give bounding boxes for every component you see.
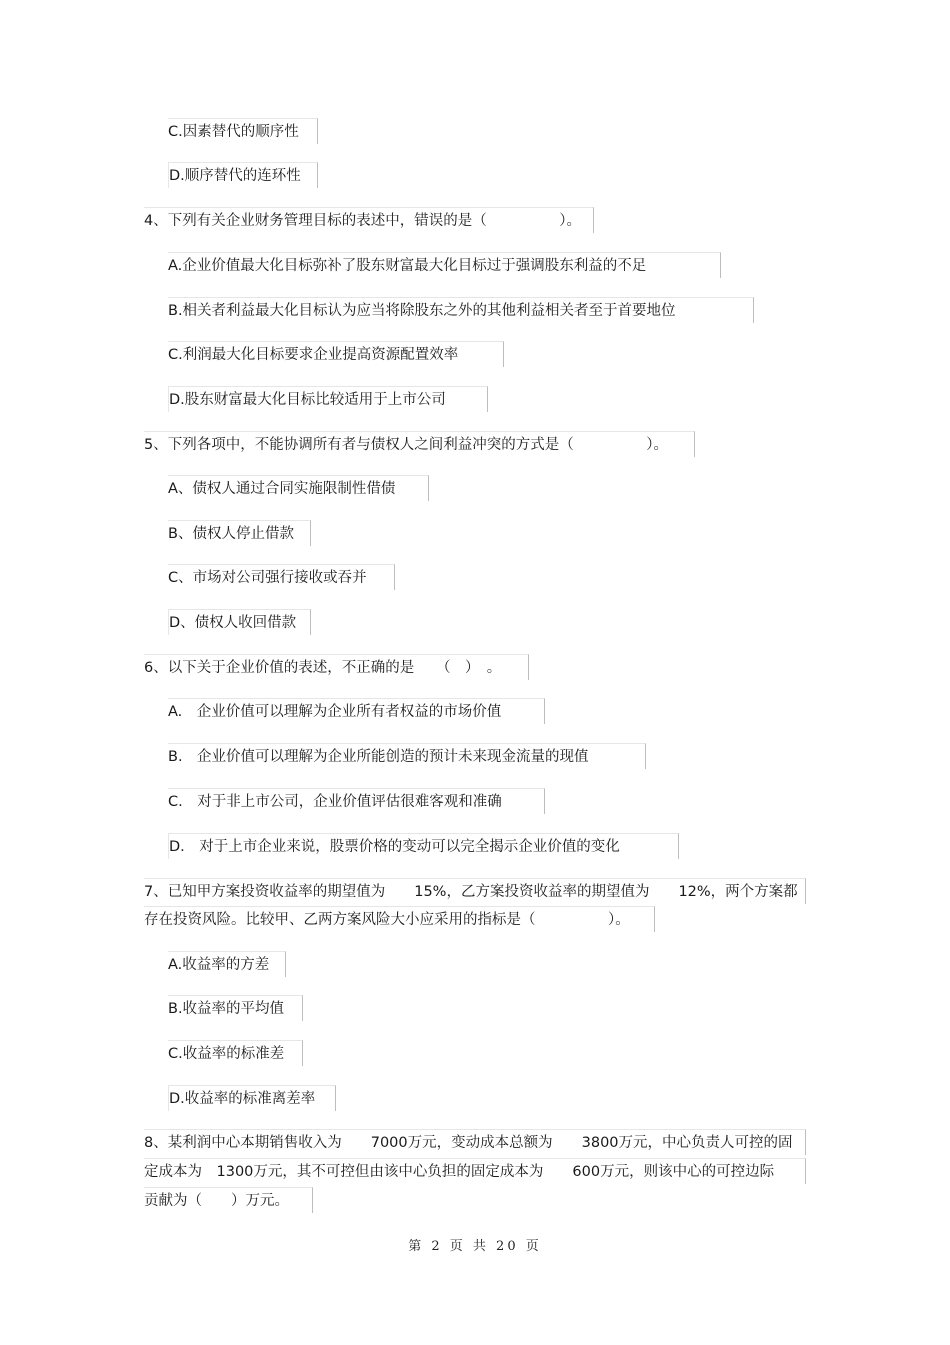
- page-footer: 第 2 页 共 20 页: [408, 1239, 542, 1254]
- option-a-q4: A.企业价值最大化目标弥补了股东财富最大化目标过于强调股东利益的不足: [168, 252, 721, 278]
- option-d-q4: D.股东财富最大化目标比较适用于上市公司: [168, 386, 488, 412]
- question-8-line-3: 贡献为（ ）万元。: [144, 1187, 313, 1213]
- question-4: 4、下列有关企业财务管理目标的表述中，错误的是（ ）。: [144, 207, 594, 233]
- question-8-line-2: 定成本为 1300万元，其不可控但由该中心负担的固定成本为 600万元，则该中心的可控边际: [144, 1158, 806, 1184]
- option-c-q4: C.利润最大化目标要求企业提高资源配置效率: [168, 341, 504, 367]
- option-b-q4: B.相关者利益最大化目标认为应当将除股东之外的其他利益相关者至于首要地位: [168, 297, 754, 323]
- option-b-q7: B.收益率的平均值: [168, 995, 303, 1021]
- question-6: 6、以下关于企业价值的表述，不正确的是 （ ） 。: [144, 654, 529, 680]
- option-d-q5: D、债权人收回借款: [168, 609, 311, 635]
- option-b-q5: B、债权人停止借款: [168, 520, 311, 546]
- option-c-q3: C.因素替代的顺序性: [168, 118, 318, 144]
- option-d-q7: D.收益率的标准离差率: [168, 1085, 336, 1111]
- option-c-q6: C. 对于非上市公司，企业价值评估很难客观和准确: [168, 788, 545, 814]
- option-a-q7: A.收益率的方差: [168, 951, 286, 977]
- question-7-line-2: 存在投资风险。比较甲、乙两方案风险大小应采用的指标是（ ）。: [144, 906, 655, 932]
- option-c-q5: C、市场对公司强行接收或吞并: [168, 564, 395, 590]
- option-d-q3: D.顺序替代的连环性: [168, 162, 318, 188]
- question-7-line-1: 7、已知甲方案投资收益率的期望值为 15%，乙方案投资收益率的期望值为 12%，两个方案都: [144, 878, 806, 904]
- question-8-line-1: 8、某利润中心本期销售收入为 7000万元，变动成本总额为 3800万元，中心负责人可控的固: [144, 1129, 806, 1155]
- option-d-q6: D. 对于上市企业来说，股票价格的变动可以完全揭示企业价值的变化: [168, 833, 679, 859]
- question-5: 5、下列各项中，不能协调所有者与债权人之间利益冲突的方式是（ ）。: [144, 431, 695, 457]
- option-a-q6: A. 企业价值可以理解为企业所有者权益的市场价值: [168, 698, 545, 724]
- option-a-q5: A、债权人通过合同实施限制性借债: [168, 475, 429, 501]
- option-c-q7: C.收益率的标准差: [168, 1040, 303, 1066]
- option-b-q6: B. 企业价值可以理解为企业所能创造的预计未来现金流量的现值: [168, 743, 646, 769]
